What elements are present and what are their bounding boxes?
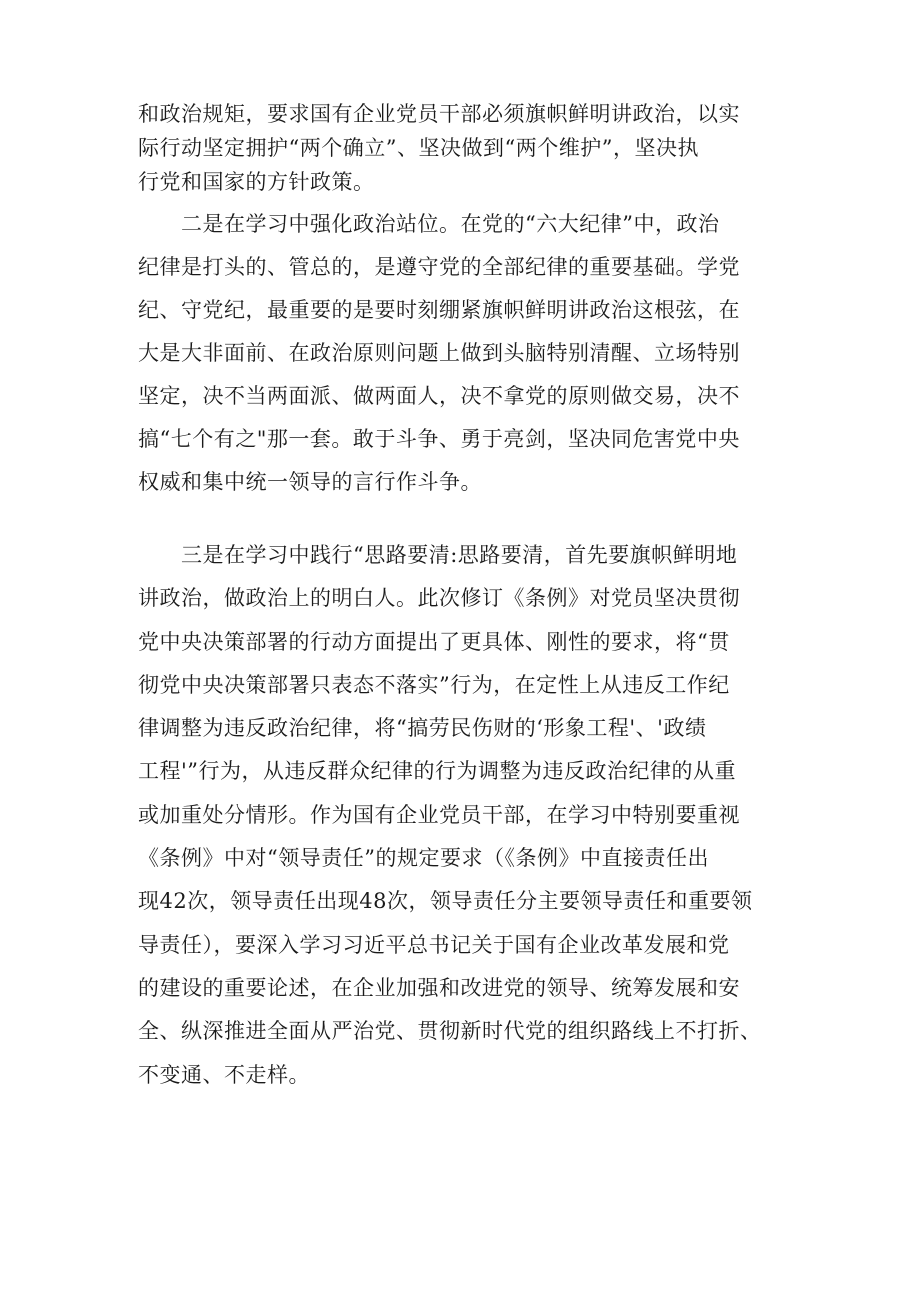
text-line: 工程'”行为，从违反群众纪律的行为调整为违反政治纪律的从重 [138, 759, 737, 784]
text-line: 和政治规矩，要求国有企业党员干部必须旗帜鲜明讲政治，以实 [138, 102, 740, 126]
text-line: 或加重处分情形。作为国有企业党员干部，在学习中特别要重视 [138, 802, 740, 827]
paragraph-3 [138, 543, 798, 1106]
text-line: 《条例》中对“领导责任”的规定要求（《条例》中直接责任出 [138, 846, 709, 871]
text-line: 大是大非面前、在政治原则问题上做到头脑特别清醒、立场特别 [138, 341, 740, 365]
text-line: 搞“七个有之"那一套。敢于斗争、勇于亮剑，坚决同危害党中央 [138, 427, 740, 451]
paragraph-2 [138, 212, 798, 513]
text-line: 导责任），要深入学习习近平总书记关于国有企业改革发展和党 [138, 932, 730, 957]
text-line: 二是在学习中强化政治站位。在党的“六大纪律”中，政治 [138, 212, 720, 236]
text-line: 讲政治，做政治上的明白人。此次修订《条例》对党员坚决贯彻 [138, 586, 740, 611]
text-line: 际行动坚定拥护“两个确立”、坚决做到“两个维护”，坚决执 [138, 136, 699, 160]
text-line: 纪律是打头的、管总的，是遵守党的全部纪律的重要基础。学党 [138, 255, 740, 279]
text-line: 行党和国家的方针政策。 [138, 170, 375, 194]
text-line: 党中央决策部署的行动方面提出了更具体、刚性的要求，将“贯 [138, 629, 730, 654]
text-line: 权威和集中统一领导的言行作斗争。 [138, 470, 482, 494]
text-line: 不变通、不走样。 [138, 1062, 310, 1087]
text-line: 的建设的重要论述，在企业加强和改进党的领导、统筹发展和安 [138, 975, 740, 1000]
text-line: 律调整为违反政治纪律，将“搞劳民伤财的‘形象工程'、'政绩 [138, 716, 707, 741]
paragraph-1 [138, 102, 798, 204]
text-line: 现42次，领导责任出现48次，领导责任分主要领导责任和重要领 [138, 889, 753, 914]
text-line: 全、纵深推进全面从严治党、贯彻新时代党的组织路线上不打折、 [138, 1019, 762, 1044]
text-line: 彻党中央决策部署只表态不落实”行为，在定性上从违反工作纪 [138, 672, 730, 697]
text-line: 坚定，决不当两面派、做两面人，决不拿党的原则做交易，决不 [138, 384, 740, 408]
text-line: 纪、守党纪，最重要的是要时刻绷紧旗帜鲜明讲政治这根弦，在 [138, 298, 740, 322]
text-line: 三是在学习中践行“思路要清:思路要清，首先要旗帜鲜明地 [138, 543, 738, 567]
